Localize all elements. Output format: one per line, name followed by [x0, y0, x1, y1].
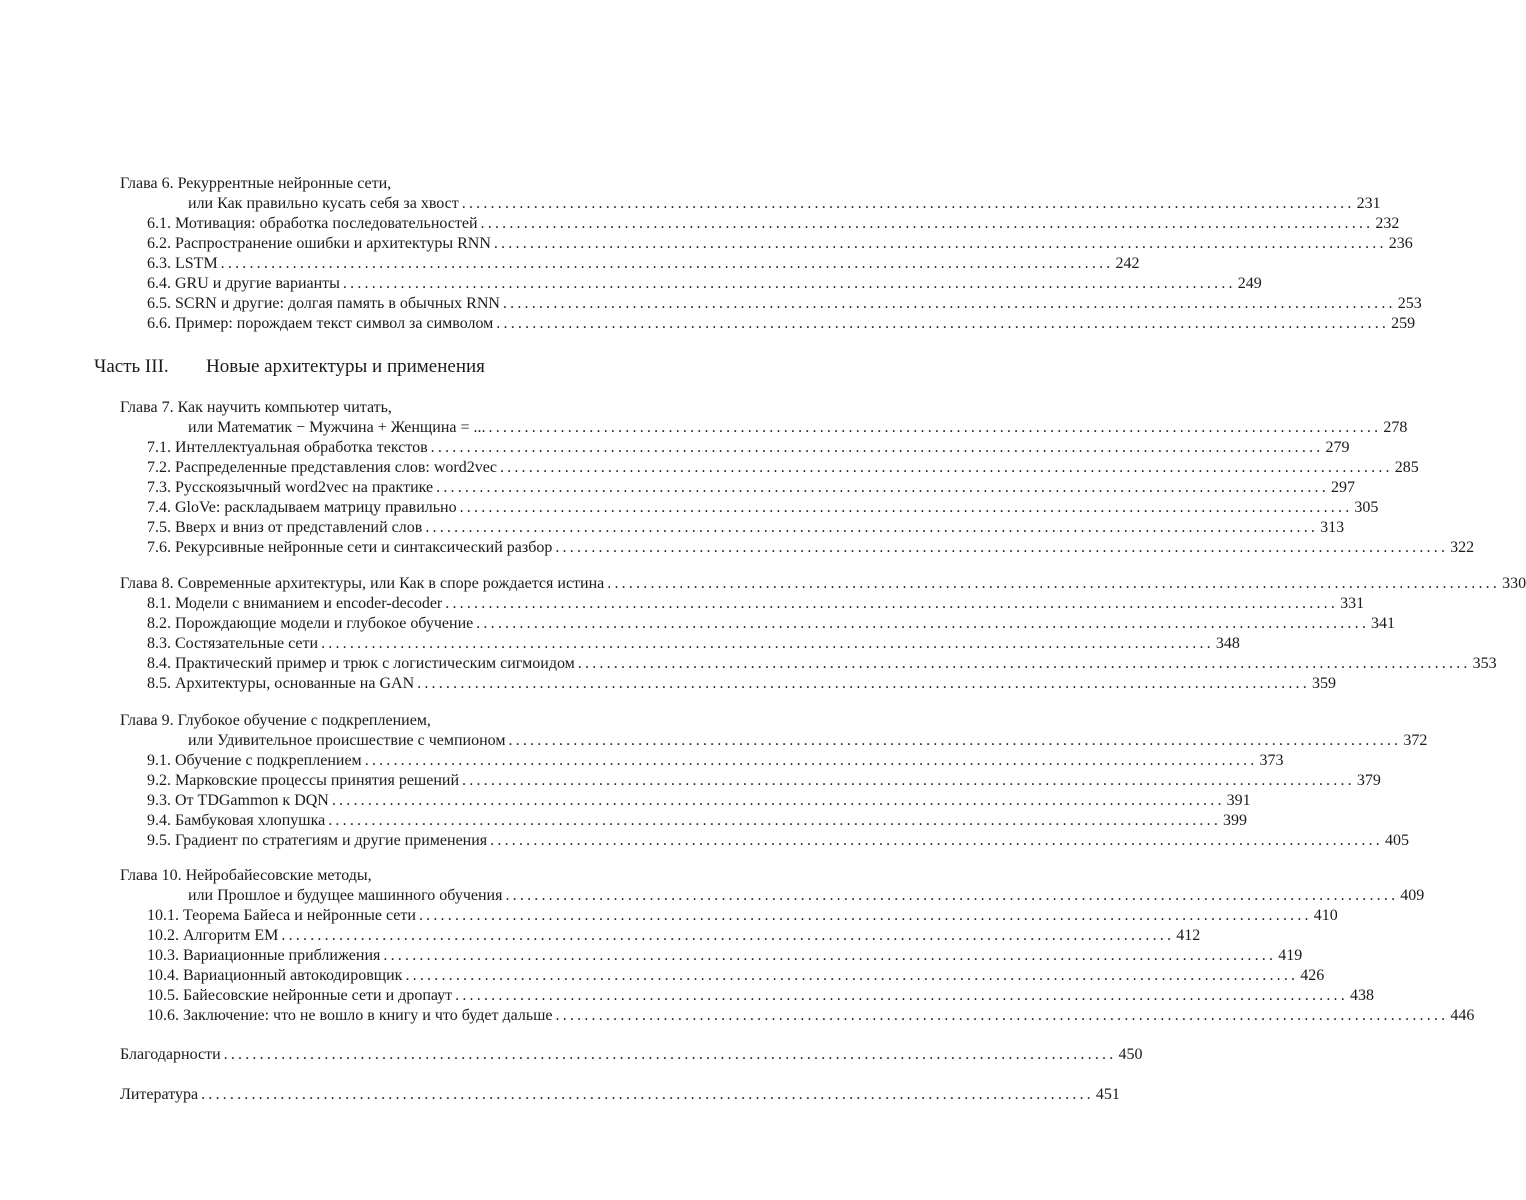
dot-leader: ............................................................................................................................: [459, 499, 1353, 516]
section-title: 9.3. От TDGammon к DQN: [147, 792, 329, 809]
chapter-9-entry[interactable]: [188, 731, 1428, 751]
page-number: 426: [1300, 967, 1325, 984]
toc-section-10-4[interactable]: [147, 966, 1325, 986]
toc-section-10-5[interactable]: [147, 986, 1374, 1006]
section-title: 6.6. Пример: порождаем текст символ за символом: [147, 315, 494, 332]
dot-leader: ............................................................................................................................: [505, 887, 1399, 904]
page-number: 409: [1400, 887, 1425, 904]
dot-leader: ............................................................................................................................: [496, 315, 1390, 332]
section-title: 7.3. Русскоязычный word2vec на практике: [147, 479, 434, 496]
chapter-9-title: [0, 711, 849, 731]
dot-leader: ............................................................................................................................: [490, 832, 1383, 849]
toc-section-6-5[interactable]: [147, 294, 1422, 314]
section-title: 8.4. Практический пример и трюк с логистическим сигмоидом: [147, 655, 575, 672]
dot-leader: ............................................................................................................................: [220, 255, 1114, 272]
chapter-7-title-line2: или Математик − Мужчина + Женщина = ...: [188, 419, 486, 436]
dot-leader: ............................................................................................................................: [321, 635, 1214, 652]
page-number: 399: [1223, 812, 1248, 829]
dot-leader: ............................................................................................................................: [493, 235, 1387, 252]
dot-leader: ............................................................................................................................: [461, 195, 1355, 212]
dot-leader: ............................................................................................................................: [555, 539, 1449, 556]
toc-section-8-4[interactable]: [147, 654, 1497, 674]
page-number: 410: [1313, 907, 1338, 924]
toc-section-8-3[interactable]: [147, 634, 1240, 654]
dot-leader: ............................................................................................................................: [502, 295, 1396, 312]
dot-leader: ............................................................................................................................: [607, 575, 1501, 592]
toc-section-10-3[interactable]: [147, 946, 1303, 966]
page-number: 279: [1325, 439, 1350, 456]
dot-leader: ............................................................................................................................: [555, 1007, 1449, 1024]
toc-section-9-1[interactable]: [147, 751, 1284, 771]
section-title: 9.1. Обучение с подкреплением: [147, 752, 362, 769]
section-title: 10.2. Алгоритм EM: [147, 927, 279, 944]
section-title: 10.5. Байесовские нейронные сети и дропаут: [147, 987, 453, 1004]
toc-section-6-2[interactable]: [147, 234, 1413, 254]
section-title: 10.3. Вариационные приближения: [147, 947, 381, 964]
section-title: Благодарности: [120, 1046, 221, 1063]
section-title: 9.5. Градиент по стратегиям и другие применения: [147, 832, 488, 849]
page-number: 412: [1176, 927, 1201, 944]
dot-leader: ............................................................................................................................: [328, 812, 1222, 829]
chapter-7-title: [0, 398, 849, 418]
page-number: 236: [1388, 235, 1413, 252]
dot-leader: ............................................................................................................................: [418, 907, 1312, 924]
page-number: 259: [1391, 315, 1416, 332]
section-title: 6.5. SCRN и другие: долгая память в обычных RNN: [147, 295, 500, 312]
dot-leader: ............................................................................................................................: [331, 792, 1225, 809]
dot-leader: ............................................................................................................................: [508, 732, 1402, 749]
chapter-10-title-line2: или Прошлое и будущее машинного обучения: [188, 887, 503, 904]
page-number: 313: [1320, 519, 1345, 536]
page-number: 379: [1356, 772, 1381, 789]
page-number: 359: [1311, 675, 1336, 692]
section-title: 6.4. GRU и другие варианты: [147, 275, 340, 292]
section-title: 7.6. Рекурсивные нейронные сети и синтаксический разбор: [147, 539, 553, 556]
page-number: 353: [1472, 655, 1497, 672]
page-number: 305: [1354, 499, 1379, 516]
toc-section-8-2[interactable]: [147, 614, 1396, 634]
page-number: 242: [1115, 255, 1140, 272]
chapter-6-entry[interactable]: [188, 194, 1381, 214]
section-title: 10.6. Заключение: что не вошло в книгу и что будет дальше: [147, 1007, 553, 1024]
dot-leader: ............................................................................................................................: [476, 615, 1370, 632]
toc-section-7-2[interactable]: [147, 458, 1419, 478]
part-3-title: Новые архитектуры и применения: [206, 356, 485, 377]
page-number: 405: [1384, 832, 1409, 849]
dot-leader: ............................................................................................................................: [577, 655, 1471, 672]
toc-section-10-1[interactable]: [147, 906, 1338, 926]
dot-leader: ............................................................................................................................: [480, 215, 1374, 232]
page-number: 231: [1356, 195, 1381, 212]
page-number: 331: [1340, 595, 1365, 612]
toc-literature[interactable]: [120, 1085, 1120, 1105]
chapter-9-title-line1: Глава 9. Глубокое обучение с подкреплением,: [120, 712, 431, 729]
toc-section-7-5[interactable]: [147, 518, 1345, 538]
dot-leader: ............................................................................................................................: [488, 419, 1382, 436]
dot-leader: ............................................................................................................................: [201, 1086, 1094, 1103]
chapter-10-title-line1: Глава 10. Нейробайесовские методы,: [120, 867, 372, 884]
toc-section-6-6[interactable]: [147, 314, 1416, 334]
page-number: 372: [1403, 732, 1428, 749]
dot-leader: ............................................................................................................................: [425, 519, 1319, 536]
part-3-number: Часть III.: [94, 356, 169, 377]
dot-leader: ............................................................................................................................: [405, 967, 1299, 984]
toc-section-7-3[interactable]: [147, 478, 1355, 498]
toc-section-8-1[interactable]: [147, 594, 1365, 614]
page-number: 297: [1330, 479, 1355, 496]
page-number: 322: [1450, 539, 1475, 556]
section-title: 8.3. Состязательные сети: [147, 635, 319, 652]
page-number: 249: [1237, 275, 1262, 292]
chapter-9-title-line2: или Удивительное происшествие с чемпионом: [188, 732, 506, 749]
dot-leader: ............................................................................................................................: [430, 439, 1324, 456]
section-title: 8.1. Модели с вниманием и encoder-decoder: [147, 595, 443, 612]
dot-leader: ............................................................................................................................: [455, 987, 1348, 1004]
page-number: 232: [1375, 215, 1400, 232]
toc-section-6-3[interactable]: [147, 254, 1140, 274]
section-title: 9.2. Марковские процессы принятия решений: [147, 772, 460, 789]
page-number: 348: [1215, 635, 1240, 652]
section-title: 6.3. LSTM: [147, 255, 218, 272]
chapter-7-entry[interactable]: [188, 418, 1408, 438]
section-title: Литература: [120, 1086, 199, 1103]
chapter-8-title: Глава 8. Современные архитектуры, или Как в споре рождается истина: [120, 575, 605, 592]
chapter-8-entry[interactable]: [120, 574, 1526, 594]
toc-section-7-6[interactable]: [147, 538, 1475, 558]
dot-leader: ............................................................................................................................: [383, 947, 1277, 964]
section-title: 6.1. Мотивация: обработка последовательностей: [147, 215, 478, 232]
dot-leader: ............................................................................................................................: [445, 595, 1339, 612]
toc-section-9-2[interactable]: [147, 771, 1381, 791]
page-number: 253: [1397, 295, 1422, 312]
page-number: 450: [1118, 1046, 1143, 1063]
page-number: 278: [1383, 419, 1408, 436]
section-title: 7.2. Распределенные представления слов: word2vec: [147, 459, 497, 476]
dot-leader: ............................................................................................................................: [462, 772, 1355, 789]
page-number: 330: [1502, 575, 1526, 592]
toc-section-7-1[interactable]: [147, 438, 1350, 458]
section-title: 8.2. Порождающие модели и глубокое обучение: [147, 615, 474, 632]
toc-section-9-4[interactable]: [147, 811, 1248, 831]
section-title: 10.1. Теорема Байеса и нейронные сети: [147, 907, 416, 924]
toc-section-6-4[interactable]: [147, 274, 1262, 294]
section-title: 8.5. Архитектуры, основанные на GAN: [147, 675, 415, 692]
chapter-6-title-line1: Глава 6. Рекуррентные нейронные сети,: [120, 175, 392, 192]
part-3-heading: [94, 355, 485, 379]
dot-leader: ............................................................................................................................: [342, 275, 1236, 292]
section-title: 9.4. Бамбуковая хлопушка: [147, 812, 326, 829]
chapter-6-title: [0, 174, 849, 194]
chapter-10-entry[interactable]: [188, 886, 1425, 906]
dot-leader: ............................................................................................................................: [417, 675, 1310, 692]
section-title: 7.1. Интеллектуальная обработка текстов: [147, 439, 428, 456]
dot-leader: ............................................................................................................................: [364, 752, 1258, 769]
section-title: 6.2. Распространение ошибки и архитектуры RNN: [147, 235, 491, 252]
toc-section-7-4[interactable]: [147, 498, 1379, 518]
toc-section-6-1[interactable]: [147, 214, 1400, 234]
page-number: 451: [1095, 1086, 1120, 1103]
page-number: 341: [1371, 615, 1396, 632]
section-title: 10.4. Вариационный автокодировщик: [147, 967, 403, 984]
section-title: 7.5. Вверх и вниз от представлений слов: [147, 519, 423, 536]
section-title: 7.4. GloVe: раскладываем матрицу правильно: [147, 499, 457, 516]
page-number: 446: [1450, 1007, 1475, 1024]
page-number: 391: [1226, 792, 1251, 809]
dot-leader: ............................................................................................................................: [223, 1046, 1117, 1063]
chapter-7-title-line1: Глава 7. Как научить компьютер читать,: [120, 399, 392, 416]
dot-leader: ............................................................................................................................: [281, 927, 1175, 944]
toc-section-8-5[interactable]: [147, 674, 1336, 694]
toc-section-9-3[interactable]: [147, 791, 1251, 811]
chapter-6-title-line2: или Как правильно кусать себя за хвост: [188, 195, 459, 212]
toc-section-10-2[interactable]: [147, 926, 1201, 946]
toc-section-9-5[interactable]: [147, 831, 1409, 851]
toc-section-10-6[interactable]: [147, 1006, 1475, 1026]
page-number: 373: [1259, 752, 1284, 769]
page-number: 419: [1278, 947, 1303, 964]
dot-leader: ............................................................................................................................: [499, 459, 1393, 476]
dot-leader: ............................................................................................................................: [436, 479, 1329, 496]
page-number: 438: [1349, 987, 1374, 1004]
page-number: 285: [1394, 459, 1419, 476]
chapter-10-title: [0, 866, 849, 886]
toc-acknowledgements[interactable]: [120, 1045, 1143, 1065]
